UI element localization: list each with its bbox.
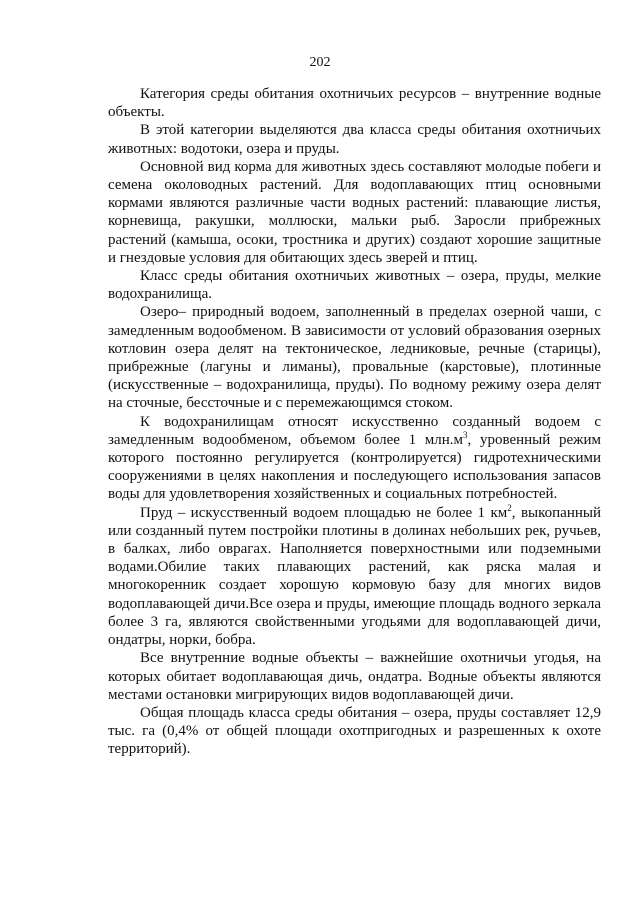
reservoir-text-start: К водохранилищам относят искусственно созданный водоем с замедленным водообменом, объемом более 1 млн.м [108, 413, 601, 448]
pond-text-end: , выкопанный или созданный путем постройки плотины в долинах небольших рек, ручьев, в балках, либо оврагах. Наполняется поверхностными или подземными водами.Обилие таких плавающих растений, как ряска малая и многокоренник создает хорошую кормовую базу для многих видов водоплавающей дичи.Все озера и пруды, имеющие площадь водного зеркала более 3 га, являются свойственными угодьями для водоплавающей дичи, ондатры, норки, бобра. [108, 504, 601, 649]
paragraph-pond [108, 504, 601, 650]
paragraph-category: Категория среды обитания охотничьих ресурсов – внутренние водные объекты. [108, 86, 601, 121]
paragraph-total-area: Общая площадь класса среды обитания – озера, пруды составляет 12,9 тыс. га (0,4% от общей площади охотпригодных и разрешенных к охоте территорий). [108, 704, 601, 758]
pond-superscript: 2 [507, 502, 512, 513]
document-body [108, 85, 601, 759]
reservoir-superscript: 3 [463, 429, 468, 440]
reservoir-text-end: , уровенный режим которого постоянно регулируется (контролируется) гидротехническими сооружениями в целях накопления и последующего использования запасов воды для удовлетворения хозяйственных и социальных потребностей. [108, 431, 601, 503]
paragraph-lake-definition: Озеро– природный водоем, заполненный в пределах озерной чаши, с замедленным водообменом. В зависимости от условий образования озерных котловин озера делят на тектоническое, ледниковые, речные (старицы), прибрежные (лагуны и лиманы), провальные (карстовые), плотинные (искусственные – водохранилища, пруды). По водному режиму озера делят на сточные, бессточные и с перемежающимся стоком. [108, 304, 601, 412]
paragraph-reservoir [108, 413, 601, 504]
paragraph-lake-class: Класс среды обитания охотничьих животных – озера, пруды, мелкие водохранилища. [108, 268, 601, 303]
pond-text-start: Пруд – искусственный водоем площадью не более 1 км [140, 504, 508, 521]
paragraph-water-objects: Все внутренние водные объекты – важнейшие охотничьи угодья, на которых обитает водоплавающая дичь, ондатра. Водные объекты являются местами остановки мигрирующих видов водоплавающей дичи. [108, 650, 601, 703]
paragraph-food: Основной вид корма для животных здесь составляют молодые побеги и семена околоводных растений. Для водоплавающих птиц основными кормами являются различные части водных растений: плавающие листья, корневища, ракушки, моллюски, мальки рыб. Заросли прибрежных растений (камыша, осоки, тростника и других) создают хорошие защитные и гнездовые условия для обитающих здесь зверей и птиц. [108, 158, 601, 266]
paragraph-classes: В этой категории выделяются два класса среды обитания охотничьих животных: водотоки, озера и пруды. [108, 122, 601, 157]
page-number: 202 [309, 55, 331, 70]
